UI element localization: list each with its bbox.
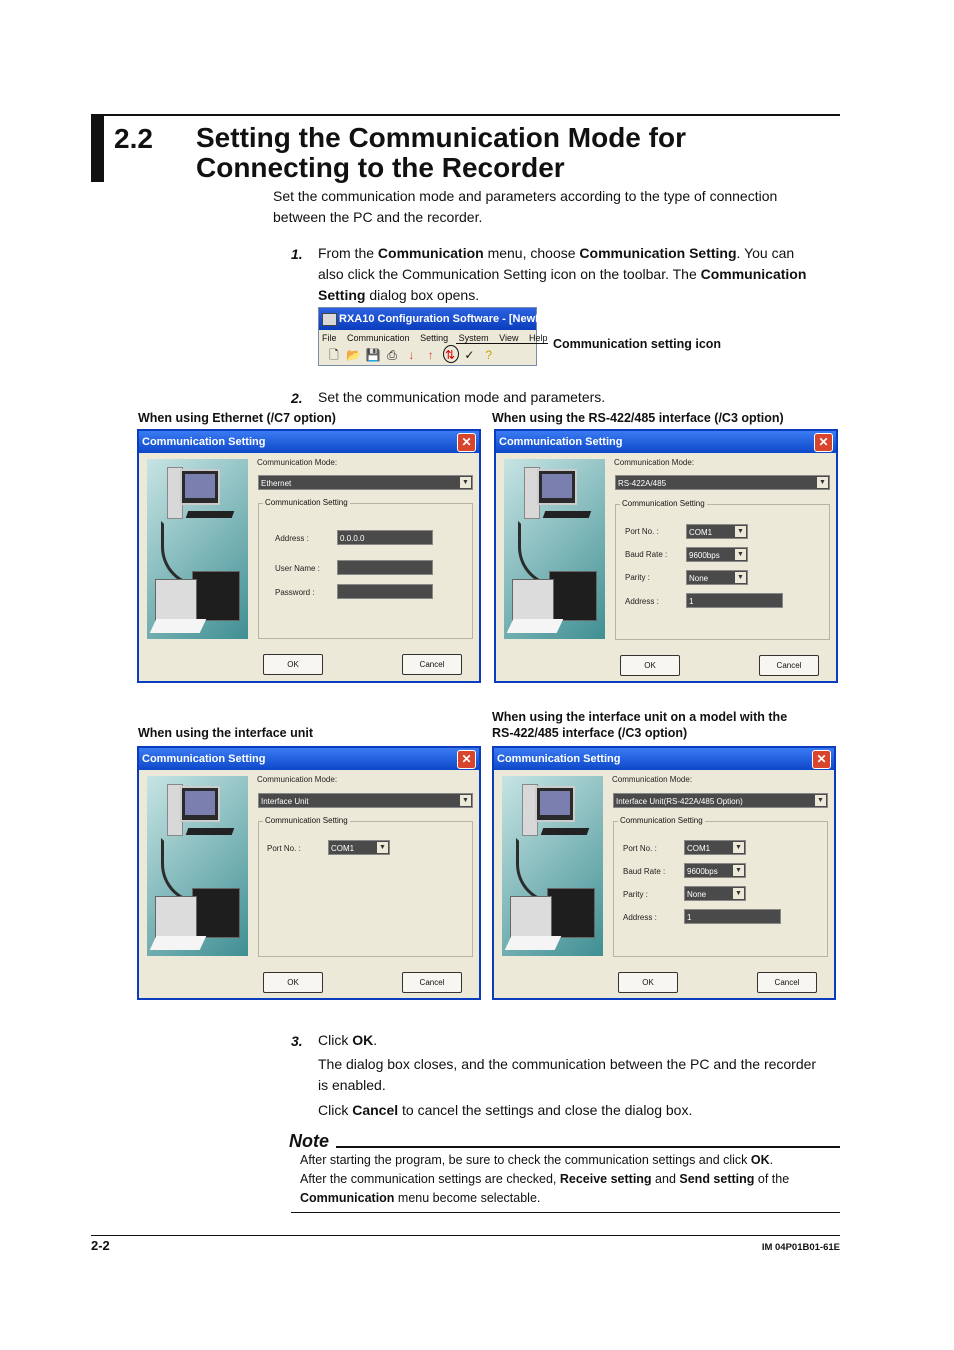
- send-setting-icon[interactable]: ↑: [427, 348, 434, 362]
- caption-iface-rs-line1: When using the interface unit on a model with the: [492, 710, 788, 724]
- ok-button[interactable]: OK: [620, 655, 680, 676]
- caption-iface-rs-line2: RS-422/485 interface (/C3 option): [492, 726, 688, 740]
- dialog-title: Communication Setting: [139, 748, 479, 770]
- menu-file[interactable]: File: [322, 333, 337, 343]
- callout-line: [456, 343, 548, 344]
- baud-value: 9600bps: [689, 551, 720, 560]
- ok-button[interactable]: OK: [263, 654, 323, 675]
- step3-p2-line1: The dialog box closes, and the communication between the PC and the recorder: [318, 1056, 817, 1072]
- help-icon[interactable]: ?: [485, 348, 493, 362]
- mode-select[interactable]: [613, 793, 828, 808]
- close-icon[interactable]: ✕: [457, 750, 476, 769]
- port-label: Port No. :: [267, 844, 301, 853]
- address-field[interactable]: 1: [686, 593, 783, 608]
- chevron-down-icon[interactable]: ▼: [460, 477, 471, 488]
- app-icon: [322, 313, 337, 326]
- address-label: Address :: [275, 534, 309, 543]
- section-number: 2.2: [114, 123, 153, 154]
- step1-text: From the Communication menu, choose Communication Setting. You can also click the Communication Setting icon on the toolbar. The Communication Setting dialog box opens.: [318, 245, 807, 303]
- open-folder-icon[interactable]: 📂: [346, 348, 362, 362]
- group-label: Communication Setting: [622, 499, 705, 508]
- parity-select[interactable]: [686, 570, 748, 585]
- mode-label: Communication Mode:: [257, 775, 338, 784]
- dialog-title: Communication Setting: [496, 431, 836, 453]
- port-label: Port No. :: [625, 527, 659, 536]
- note-line2: After the communication settings are checked, Receive setting and Send setting of the: [300, 1172, 790, 1186]
- note-line1: After starting the program, be sure to check the communication settings and click OK.: [300, 1153, 774, 1167]
- step2-number: 2.: [291, 390, 303, 406]
- mode-label: Communication Mode:: [614, 458, 695, 467]
- cancel-button[interactable]: Cancel: [402, 972, 462, 993]
- cancel-button[interactable]: Cancel: [402, 654, 462, 675]
- communication-setting-icon[interactable]: ⇅: [445, 348, 456, 362]
- parity-label: Parity :: [623, 890, 648, 899]
- section-title: [196, 123, 816, 183]
- address-field[interactable]: 0.0.0.0: [337, 530, 433, 545]
- pc-recorder-illustration: [147, 459, 248, 639]
- menu-help[interactable]: Help: [529, 333, 548, 343]
- intro-paragraph: [273, 186, 777, 228]
- note-title: Note: [289, 1131, 329, 1151]
- address-label: Address :: [623, 913, 657, 922]
- ok-button[interactable]: OK: [263, 972, 323, 993]
- pc-recorder-illustration: [504, 459, 605, 639]
- step3-text: Click OK. The dialog box closes, and the communication between the PC and the recorder is enabled. Click Cancel to cancel the settings and close the dialog box.: [318, 1030, 838, 1121]
- close-icon[interactable]: ✕: [812, 750, 831, 769]
- dialog-interface-unit: [137, 746, 481, 1000]
- step2-text: Set the communication mode and parameters.: [318, 389, 606, 405]
- section-title-line1: Setting the Communication Mode for: [196, 122, 686, 153]
- pc-recorder-illustration: [147, 776, 248, 956]
- note-line3: Communication menu become selectable.: [300, 1191, 541, 1205]
- dialog-interface-unit-rs422: [492, 746, 836, 1000]
- pc-recorder-illustration: [502, 776, 603, 956]
- chevron-down-icon[interactable]: ▼: [733, 842, 744, 853]
- note-rule: [336, 1146, 840, 1148]
- baud-label: Baud Rate :: [623, 867, 666, 876]
- mode-value: Interface Unit(RS-422A/485 Option): [616, 797, 743, 806]
- menu-view[interactable]: View: [499, 333, 519, 343]
- user-name-label: User Name :: [275, 564, 320, 573]
- document-id: IM 04P01B01-61E: [761, 1242, 840, 1253]
- app-title-bar: [319, 308, 558, 330]
- dialog-title: Communication Setting: [139, 431, 479, 453]
- port-select[interactable]: [328, 840, 390, 855]
- password-field[interactable]: [337, 584, 433, 599]
- caption-ethernet: When using Ethernet (/C7 option): [138, 411, 336, 425]
- caption-iface: When using the interface unit: [138, 726, 314, 740]
- mode-select[interactable]: [615, 475, 830, 490]
- chevron-down-icon[interactable]: ▼: [460, 795, 471, 806]
- dialog-ethernet: [137, 429, 481, 683]
- section-title-line2: Connecting to the Recorder: [196, 152, 565, 183]
- caption-rs422: When using the RS-422/485 interface (/C3 option): [492, 411, 784, 425]
- chevron-down-icon[interactable]: ▼: [735, 549, 746, 560]
- menu-setting[interactable]: Setting: [420, 333, 449, 343]
- mode-select[interactable]: [258, 475, 473, 490]
- parity-value: None: [687, 890, 707, 899]
- header-rule: [91, 114, 840, 116]
- user-name-field[interactable]: [337, 560, 433, 575]
- save-icon[interactable]: 💾: [365, 348, 381, 362]
- chevron-down-icon[interactable]: ▼: [815, 795, 826, 806]
- intro-line2: between the PC and the recorder.: [273, 209, 483, 225]
- port-value: COM1: [331, 844, 355, 853]
- cancel-button[interactable]: Cancel: [757, 972, 817, 993]
- mode-select[interactable]: [258, 793, 473, 808]
- baud-select[interactable]: [686, 547, 748, 562]
- port-select[interactable]: [686, 524, 748, 539]
- close-icon[interactable]: ✕: [457, 433, 476, 452]
- baud-select[interactable]: [684, 863, 746, 878]
- chevron-down-icon[interactable]: ▼: [733, 865, 744, 876]
- chevron-down-icon[interactable]: ▼: [733, 888, 744, 899]
- header-bar: [91, 114, 104, 182]
- chevron-down-icon[interactable]: ▼: [735, 526, 746, 537]
- page-number: 2-2: [91, 1238, 110, 1253]
- print-icon[interactable]: ⎙: [387, 348, 397, 362]
- baud-label: Baud Rate :: [625, 550, 668, 559]
- mode-value: RS-422A/485: [618, 479, 667, 488]
- new-file-icon[interactable]: 🗋: [329, 348, 339, 362]
- footer-rule: [91, 1235, 840, 1236]
- port-value: COM1: [687, 844, 711, 853]
- chevron-down-icon[interactable]: ▼: [735, 572, 746, 583]
- check-icon[interactable]: ✓: [464, 348, 475, 362]
- note-bottom-rule: [291, 1212, 840, 1213]
- step3-p2-line2: is enabled.: [318, 1077, 386, 1093]
- ok-button[interactable]: OK: [618, 972, 678, 993]
- dialog-title: Communication Setting: [494, 748, 834, 770]
- caption-iface-rs: [492, 709, 787, 741]
- group-label: Communication Setting: [265, 498, 348, 507]
- parity-select[interactable]: [684, 886, 746, 901]
- toolbar-screenshot: [318, 307, 558, 366]
- chevron-down-icon[interactable]: ▼: [377, 842, 388, 853]
- address-label: Address :: [625, 597, 659, 606]
- intro-line1: Set the communication mode and parameters according to the type of connection: [273, 188, 778, 204]
- callout-circle: [443, 345, 459, 363]
- chevron-down-icon[interactable]: ▼: [817, 477, 828, 488]
- toolbar: [319, 346, 536, 364]
- group-label: Communication Setting: [620, 816, 703, 825]
- receive-setting-icon[interactable]: ↓: [408, 348, 415, 362]
- callout-label: Communication setting icon: [553, 337, 722, 351]
- mode-value: Ethernet: [261, 479, 292, 488]
- mode-label: Communication Mode:: [257, 458, 338, 467]
- cancel-button[interactable]: Cancel: [759, 655, 819, 676]
- password-label: Password :: [275, 588, 315, 597]
- mode-label: Communication Mode:: [612, 775, 693, 784]
- port-select[interactable]: [684, 840, 746, 855]
- port-label: Port No. :: [623, 844, 657, 853]
- parity-value: None: [689, 574, 709, 583]
- close-icon[interactable]: ✕: [814, 433, 833, 452]
- step1-number: 1.: [291, 246, 303, 262]
- step3-number: 3.: [291, 1033, 303, 1049]
- menu-system[interactable]: System: [458, 333, 489, 343]
- dialog-rs422: [494, 429, 838, 683]
- group-label: Communication Setting: [265, 816, 348, 825]
- baud-value: 9600bps: [687, 867, 718, 876]
- mode-value: Interface Unit: [261, 797, 309, 806]
- address-field[interactable]: 1: [684, 909, 781, 924]
- app-title: RXA10 Configuration Software - [NewFile]: [339, 313, 558, 325]
- port-value: COM1: [689, 528, 713, 537]
- parity-label: Parity :: [625, 573, 650, 582]
- menu-communication[interactable]: Communication: [347, 333, 410, 343]
